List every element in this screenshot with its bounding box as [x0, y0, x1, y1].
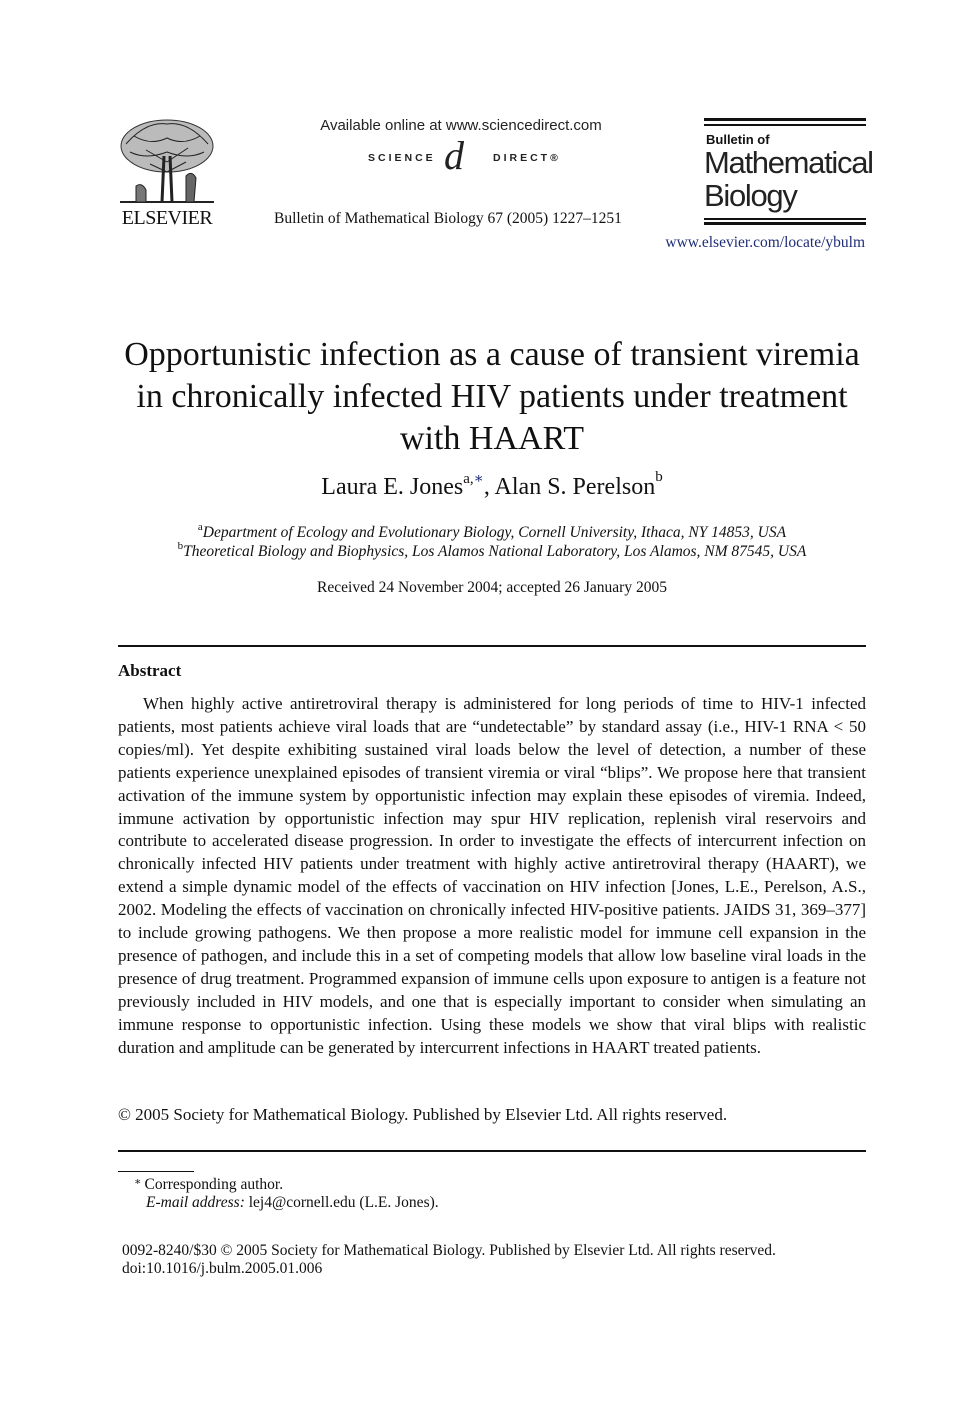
journal-logo-line1: Mathematical [704, 145, 873, 180]
affiliation-marker: b [177, 540, 184, 552]
footnote-corresponding-text: Corresponding author. [144, 1176, 284, 1193]
author-name: Alan S. Perelson [494, 474, 656, 500]
author-separator: , [483, 474, 495, 500]
footnote-email [146, 1194, 439, 1212]
sciencedirect-logo-left: SCIENCE [368, 152, 436, 164]
affiliation [118, 521, 866, 542]
email-label: E-mail address: [146, 1194, 245, 1211]
article-title: Opportunistic infection as a cause of transient viremia in chronically infected HIV patients under treatment with HAART [124, 336, 860, 457]
publisher-name: ELSEVIER [121, 207, 213, 229]
affiliation-text: Theoretical Biology and Biophysics, Los Alamos National Laboratory, Los Alamos, NM 87545, USA [183, 543, 807, 560]
abstract-heading: Abstract [118, 661, 182, 680]
journal-citation: Bulletin of Mathematical Biology 67 (2005) 1227–1251 [274, 210, 622, 227]
journal-logo-rule [704, 118, 866, 121]
issn-copyright: 0092-8240/$30 © 2005 Society for Mathematical Biology. Published by Elsevier Ltd. All rights reserved. [122, 1242, 776, 1259]
corresponding-author-link[interactable]: ∗ [473, 471, 484, 487]
journal-url-link[interactable]: www.elsevier.com/locate/ybulm [665, 234, 865, 251]
sciencedirect-logo [312, 133, 610, 178]
footnote-star: ∗ [134, 1176, 142, 1188]
affiliation-ref: a, [463, 471, 474, 487]
footnote-rule [118, 1171, 194, 1172]
received-dates: Received 24 November 2004; accepted 26 January 2005 [317, 579, 667, 596]
journal-logo-line2: Biology [704, 178, 797, 213]
section-divider [118, 1150, 866, 1152]
journal-logo-rule [704, 124, 866, 126]
author-name: Laura E. Jones [321, 474, 464, 500]
affiliation-text: Department of Ecology and Evolutionary Biology, Cornell University, Ithaca, NY 14853, USA [202, 524, 787, 541]
author-affiliation-marker: b [655, 469, 663, 485]
journal-logo-small: Bulletin of [706, 132, 770, 147]
abstract-body: When highly active antiretroviral therapy is administered for long periods of time to HIV-1 infected patients, most patients achieve viral loads that are “undetectable” by standard assay (i.e., HIV-1 RNA < 50 copies/ml). Yet despite exhibiting sustained viral loads below the level of detection, a number of these patients experience unexplained episodes of transient viremia or viral “blips”. We propose here that transient activation of the immune system by opportunistic infection may explain these episodes of viremia. Indeed, immune activation by opportunistic infection may spur HIV replication, replenish viral reservoirs and contribute to accelerated disease progression. In order to investigate the effects of intercurrent infection on chronically infected HIV patients under treatment with highly active antiretroviral therapy (HAART), we extend a simple dynamic model of the effects of vaccination on HIV infection [Jones, L.E., Perelson, A.S., 2002. Modeling the effects of vaccination on chronically infected HIV-positive patients. JAIDS 31, 369–377] to include growing pathogens. We then propose a more realistic model for immune cell expansion in the presence of pathogen, and include this in a set of competing models that allow low baseline viral loads in the presence of drug treatment. Programmed expansion of immune cells upon exposure to antigen is a feature not previously included in HIV models, and one that is especially important to consider when simulating an immune response to opportunistic infection. Using these models we show that viral blips with realistic duration and amplitude can be generated by intercurrent infections in HAART treated patients. [118, 694, 866, 1057]
email-value: lej4@cornell.edu (L.E. Jones). [248, 1194, 439, 1211]
journal-logo-rule [704, 218, 866, 220]
author-affiliation-marker [463, 471, 484, 487]
sciencedirect-availability: Available online at www.sciencedirect.com [320, 117, 602, 134]
abstract-copyright: © 2005 Society for Mathematical Biology. Published by Elsevier Ltd. All rights reserved. [118, 1105, 728, 1124]
journal-logo-rule [704, 222, 866, 225]
affiliation-marker: a [197, 521, 203, 533]
sciencedirect-mark-icon: d [444, 133, 464, 178]
elsevier-logo [116, 116, 218, 230]
footnote-corresponding [134, 1176, 283, 1194]
elsevier-tree-icon [116, 116, 218, 206]
affiliation [118, 540, 866, 561]
journal-logo [704, 118, 873, 226]
author-list [118, 469, 866, 501]
doi: doi:10.1016/j.bulm.2005.01.006 [122, 1260, 323, 1277]
section-divider [118, 645, 866, 647]
sciencedirect-logo-right: DIRECT® [493, 152, 561, 164]
